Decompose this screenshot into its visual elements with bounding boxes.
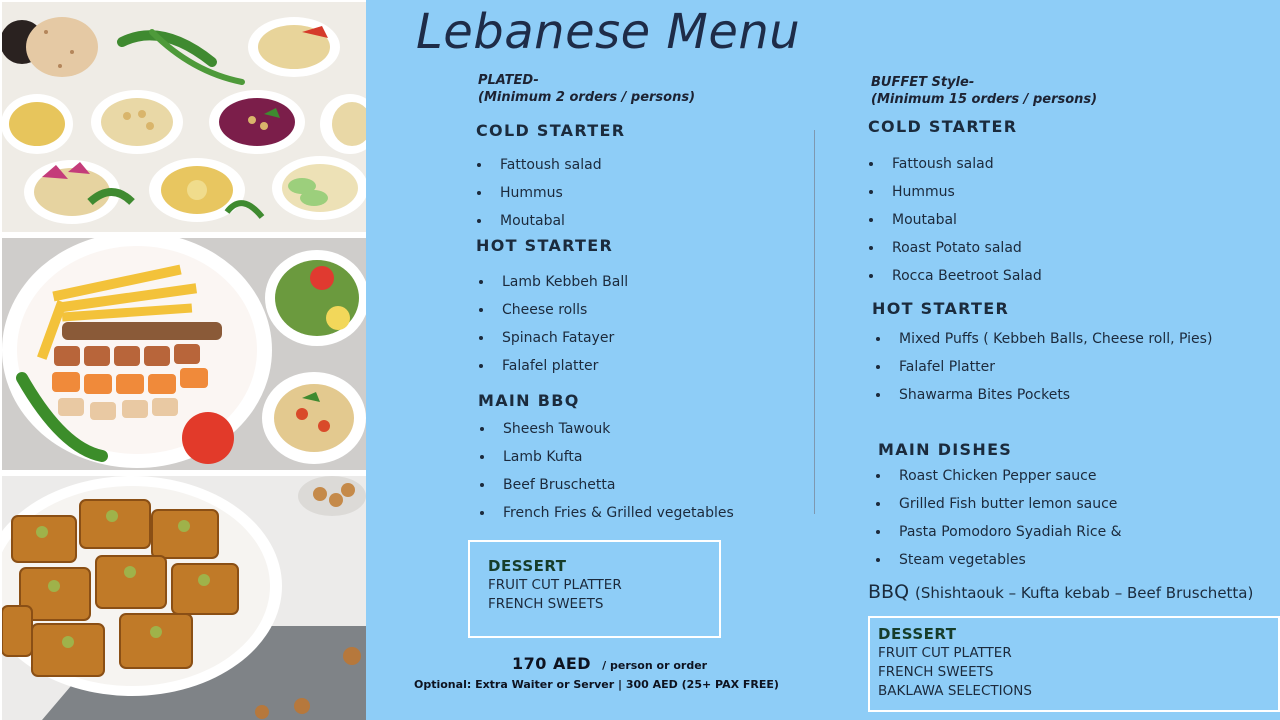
- plated-cold-starter-heading: COLD STARTER: [476, 121, 626, 140]
- plated-main-bbq-list: [479, 415, 734, 527]
- list-item: Rocca Beetroot Salad: [868, 262, 1042, 290]
- plated-hot-starter-heading: HOT STARTER: [476, 236, 614, 255]
- list-item: Fattoush salad: [476, 151, 602, 179]
- list-item: Moutabal: [476, 207, 602, 235]
- list-item: Falafel platter: [478, 352, 628, 380]
- grill-platter-photo: [2, 238, 366, 470]
- buffet-subtitle-line2: (Minimum 15 orders / persons): [871, 92, 1098, 107]
- plated-subtitle-line1: PLATED-: [478, 73, 539, 88]
- optional-service-note: Optional: Extra Waiter or Server | 300 AED (25+ PAX FREE): [414, 678, 779, 691]
- list-item: Beef Bruschetta: [479, 471, 734, 499]
- list-item: Fattoush salad: [868, 150, 1042, 178]
- bbq-detail: (Shishtaouk – Kufta kebab – Beef Bruschetta): [915, 584, 1254, 602]
- list-item: Pasta Pomodoro Syadiah Rice &: [875, 518, 1122, 546]
- price-amount: 170 AED: [512, 654, 592, 673]
- plated-dessert-item: FRUIT CUT PLATTER: [488, 577, 622, 593]
- bbq-label: BBQ: [868, 581, 910, 603]
- list-item: Grilled Fish butter lemon sauce: [875, 490, 1122, 518]
- buffet-subtitle-line1: BUFFET Style-: [871, 75, 975, 90]
- buffet-dessert-item: FRUIT CUT PLATTER: [878, 645, 1012, 661]
- list-item: Hummus: [868, 178, 1042, 206]
- list-item: Shawarma Bites Pockets: [875, 381, 1212, 409]
- plated-subtitle: [478, 72, 695, 106]
- plated-price: [512, 654, 707, 673]
- list-item: Lamb Kufta: [479, 443, 734, 471]
- column-divider: [814, 130, 815, 514]
- price-unit: / person or order: [602, 659, 708, 672]
- list-item: Sheesh Tawouk: [479, 415, 734, 443]
- buffet-bbq-line: [868, 581, 1253, 603]
- buffet-hot-starter-list: [875, 325, 1212, 409]
- buffet-hot-starter-heading: HOT STARTER: [872, 299, 1010, 318]
- buffet-main-dishes-list: [875, 462, 1122, 574]
- list-item: Spinach Fatayer: [478, 324, 628, 352]
- list-item: Steam vegetables: [875, 546, 1122, 574]
- plated-cold-starter-list: [476, 151, 602, 235]
- buffet-cold-starter-list: [868, 150, 1042, 290]
- photo-column: [0, 0, 366, 720]
- buffet-dessert-item: BAKLAWA SELECTIONS: [878, 683, 1032, 699]
- menu-title: Lebanese Menu: [416, 4, 801, 60]
- plated-hot-starter-list: [478, 268, 628, 380]
- mezze-dips-photo: [2, 2, 366, 232]
- list-item: Roast Potato salad: [868, 234, 1042, 262]
- plated-dessert-item: FRENCH SWEETS: [488, 596, 604, 612]
- buffet-dessert-box: [868, 616, 1280, 712]
- buffet-dessert-heading: DESSERT: [878, 625, 957, 643]
- baklava-photo: [2, 476, 366, 720]
- plated-dessert-heading: DESSERT: [488, 557, 567, 575]
- list-item: Falafel Platter: [875, 353, 1212, 381]
- buffet-cold-starter-heading: COLD STARTER: [868, 117, 1018, 136]
- list-item: Cheese rolls: [478, 296, 628, 324]
- list-item: Hummus: [476, 179, 602, 207]
- buffet-main-dishes-heading: MAIN DISHES: [878, 440, 1013, 459]
- list-item: Roast Chicken Pepper sauce: [875, 462, 1122, 490]
- buffet-subtitle: [871, 74, 1097, 108]
- list-item: Lamb Kebbeh Ball: [478, 268, 628, 296]
- plated-subtitle-line2: (Minimum 2 orders / persons): [478, 90, 696, 105]
- plated-dessert-box: [468, 540, 721, 638]
- list-item: Mixed Puffs ( Kebbeh Balls, Cheese roll, Pies): [875, 325, 1212, 353]
- list-item: French Fries & Grilled vegetables: [479, 499, 734, 527]
- list-item: Moutabal: [868, 206, 1042, 234]
- plated-main-bbq-heading: MAIN BBQ: [478, 391, 580, 410]
- buffet-dessert-item: FRENCH SWEETS: [878, 664, 994, 680]
